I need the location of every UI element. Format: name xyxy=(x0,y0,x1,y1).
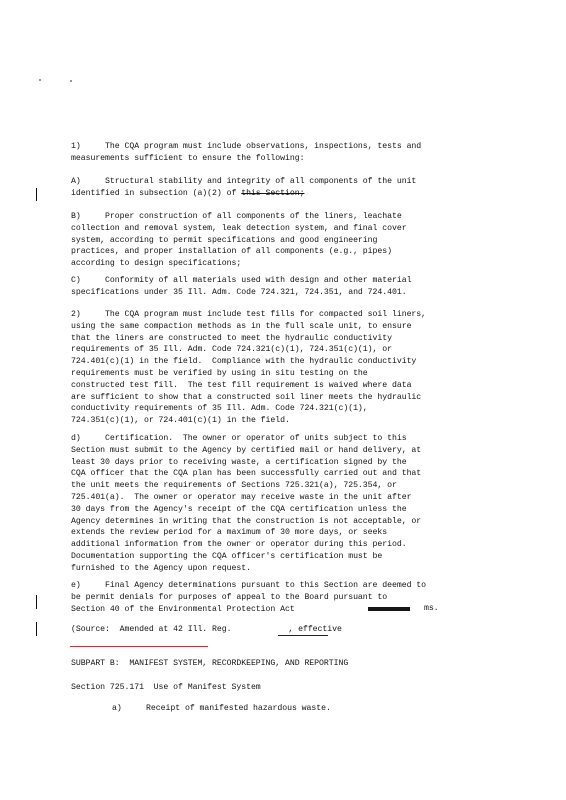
redaction-mark xyxy=(368,607,410,611)
scan-speck xyxy=(39,79,41,81)
section-heading: Section 725.171 Use of Manifest System xyxy=(71,683,261,692)
paragraph-2: 2) The CQA program must include test fills for compacted soil liners, using the same compaction methods as in the full scale unit, to ensure that the liners are constructed to meet the hydraulic conductivity requirements of 35 Ill. Adm. Code 724.321(c)(1), 724.351(c)(1), or 724.401(c)(1) in the field. Compliance with the hydraulic conductivity requirements must be verified by using in situ testing on the constructed test fill. The test fill requirement is waived where data are sufficient to show that a constructed soil liner meets the hydraulic conductivity requirements of 35 Ill. Adm. Code 724.321(c)(1), 724.351(c)(1), or 724.401(c)(1) in the field. xyxy=(71,310,427,426)
paragraph-e: e) Final Agency determinations pursuant to this Section are deemed to be permit denials for purposes of appeal to the Board pursuant to Section 40 of the Environmental Protection Act xyxy=(71,581,427,614)
paragraph-d: d) Certification. The owner or operator of units subject to this Section must submit to the Agency by certified mail or hand delivery, at least 30 days prior to receiving waste, a certification signed by the CQA officer that the CQA plan has been successfully carried out and that the unit meets the requirements of Sections 725.321(a), 725.354, or 725.401(a). The owner or operator may receive waste in the unit after 30 days from the Agency's receipt of the CQA certification unless the Agency determines in writing that the construction is not acceptable, or extends the review period for a maximum of 30 more days, or seeks additional information from the owner or operator during this period. Documentation supporting the CQA officer's certification must be furnished to the Agency upon request. xyxy=(71,434,422,573)
source-note: (Source: Amended at 42 Ill. Reg. , effective xyxy=(71,625,342,634)
subpart-heading: SUBPART B: MANIFEST SYSTEM, RECORDKEEPING, AND REPORTING xyxy=(71,659,349,668)
margin-mark xyxy=(36,622,37,636)
paragraph-c: C) Conformity of all materials used with design and other material specifications under 35 Ill. Adm. Code 724.321, 724.351, and 724.401. xyxy=(71,276,412,297)
effective-date-blank xyxy=(70,646,208,647)
source-date-blank xyxy=(278,635,328,636)
margin-mark xyxy=(36,188,37,201)
paragraph-e-end: ms. xyxy=(424,604,439,613)
item-a: a) Receipt of manifested hazardous waste. xyxy=(112,704,331,713)
struck-text: this Section; xyxy=(241,188,305,198)
margin-mark xyxy=(36,595,37,609)
scan-speck xyxy=(70,80,72,82)
paragraph-1: 1) The CQA program must include observations, inspections, tests and measurements sufficient to ensure the following: xyxy=(71,142,422,163)
paragraph-b: B) Proper construction of all components of the liners, leachate collection and removal system, leak detection system, and final cover system, according to permit specifications and good engineering practices, and proper installation of all components (e.g., pipes) according to design specifications; xyxy=(71,212,407,269)
paragraph-a: A) Structural stability and integrity of all components of the unit identified in subsection (a)(2) of this Section; xyxy=(71,177,417,198)
